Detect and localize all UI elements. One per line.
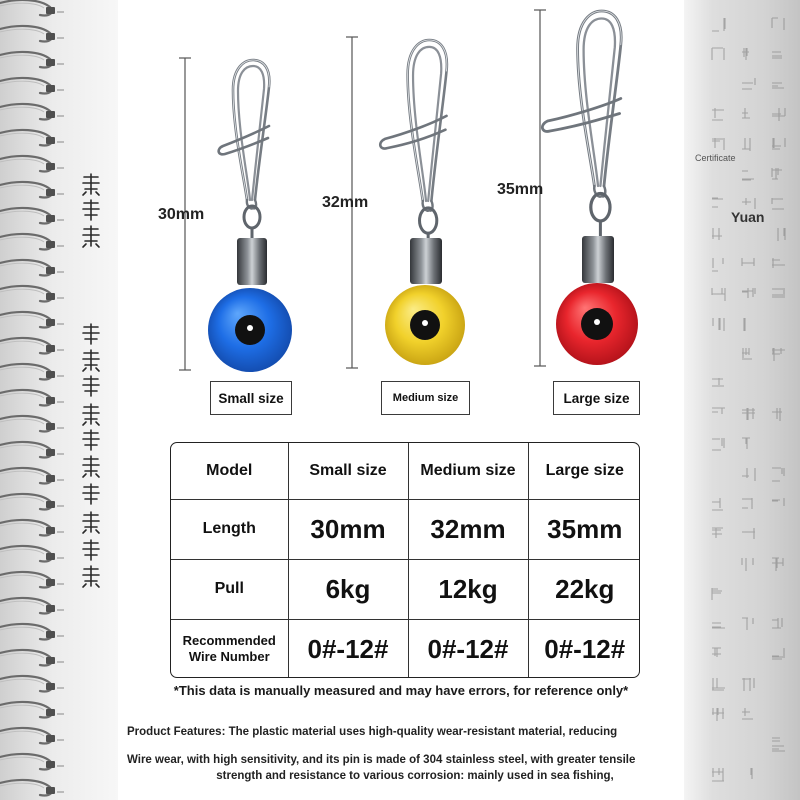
table-cell: 6kg (288, 559, 408, 619)
dimension-label: 32mm (322, 194, 369, 211)
table-cell: 35mm (528, 499, 640, 559)
table-cell: 32mm (408, 499, 528, 559)
table-row-pull (171, 559, 640, 619)
metal-sleeve (410, 238, 442, 284)
header-cell-small: Small size (288, 443, 408, 499)
side-certificate-text: Certificate (695, 153, 736, 163)
feature-text-line: Product Features: The plastic material uses high-quality wear-resistant material, reducing (127, 726, 618, 738)
size-label-large: Large size (553, 381, 640, 415)
spec-table-container (170, 442, 640, 678)
row-label: Recommended Wire Number (182, 632, 276, 664)
bead-center-highlight (422, 320, 428, 326)
table-row-length (171, 499, 640, 559)
product-small (158, 58, 292, 372)
snap-clip (219, 60, 270, 240)
row-label-cell (171, 619, 288, 678)
row-label: Pull (171, 559, 288, 619)
side-yuan-text: Yuan (731, 209, 765, 225)
spec-table (171, 443, 640, 678)
header-cell-large: Large size (528, 443, 640, 499)
feature-text-line: Wire wear, with high sensitivity, and its pin is made of 304 stainless steel, with greater tensile (127, 754, 636, 766)
dimension-label: 35mm (497, 181, 544, 198)
size-label-small: Small size (210, 381, 292, 415)
table-row-wire-number (171, 619, 640, 678)
bead-center-highlight (594, 319, 600, 325)
snap-inner-wire (238, 66, 264, 200)
header-cell-model: Model (171, 443, 288, 499)
row-label: Length (171, 499, 288, 559)
table-header-row (171, 443, 640, 499)
measurement-note: *This data is manually measured and may have errors, for reference only* (173, 683, 629, 698)
table-cell: 0#-12# (288, 619, 408, 678)
bead-center-highlight (247, 325, 253, 331)
snap-clip (380, 40, 447, 247)
metal-sleeve (237, 238, 267, 285)
size-label-medium: Medium size (381, 381, 470, 415)
feature-text-line: strength and resistance to various corrosion: mainly used in sea fishing, (216, 770, 614, 782)
header-cell-medium: Medium size (408, 443, 528, 499)
dimension-label: 30mm (158, 206, 205, 223)
table-cell: 30mm (288, 499, 408, 559)
table-cell: 22kg (528, 559, 640, 619)
table-cell: 0#-12# (528, 619, 640, 678)
product-medium (322, 37, 465, 368)
product-large (497, 10, 638, 366)
table-cell: 12kg (408, 559, 528, 619)
table-cell: 0#-12# (408, 619, 528, 678)
snap-clip (542, 11, 621, 236)
metal-sleeve (582, 236, 614, 283)
